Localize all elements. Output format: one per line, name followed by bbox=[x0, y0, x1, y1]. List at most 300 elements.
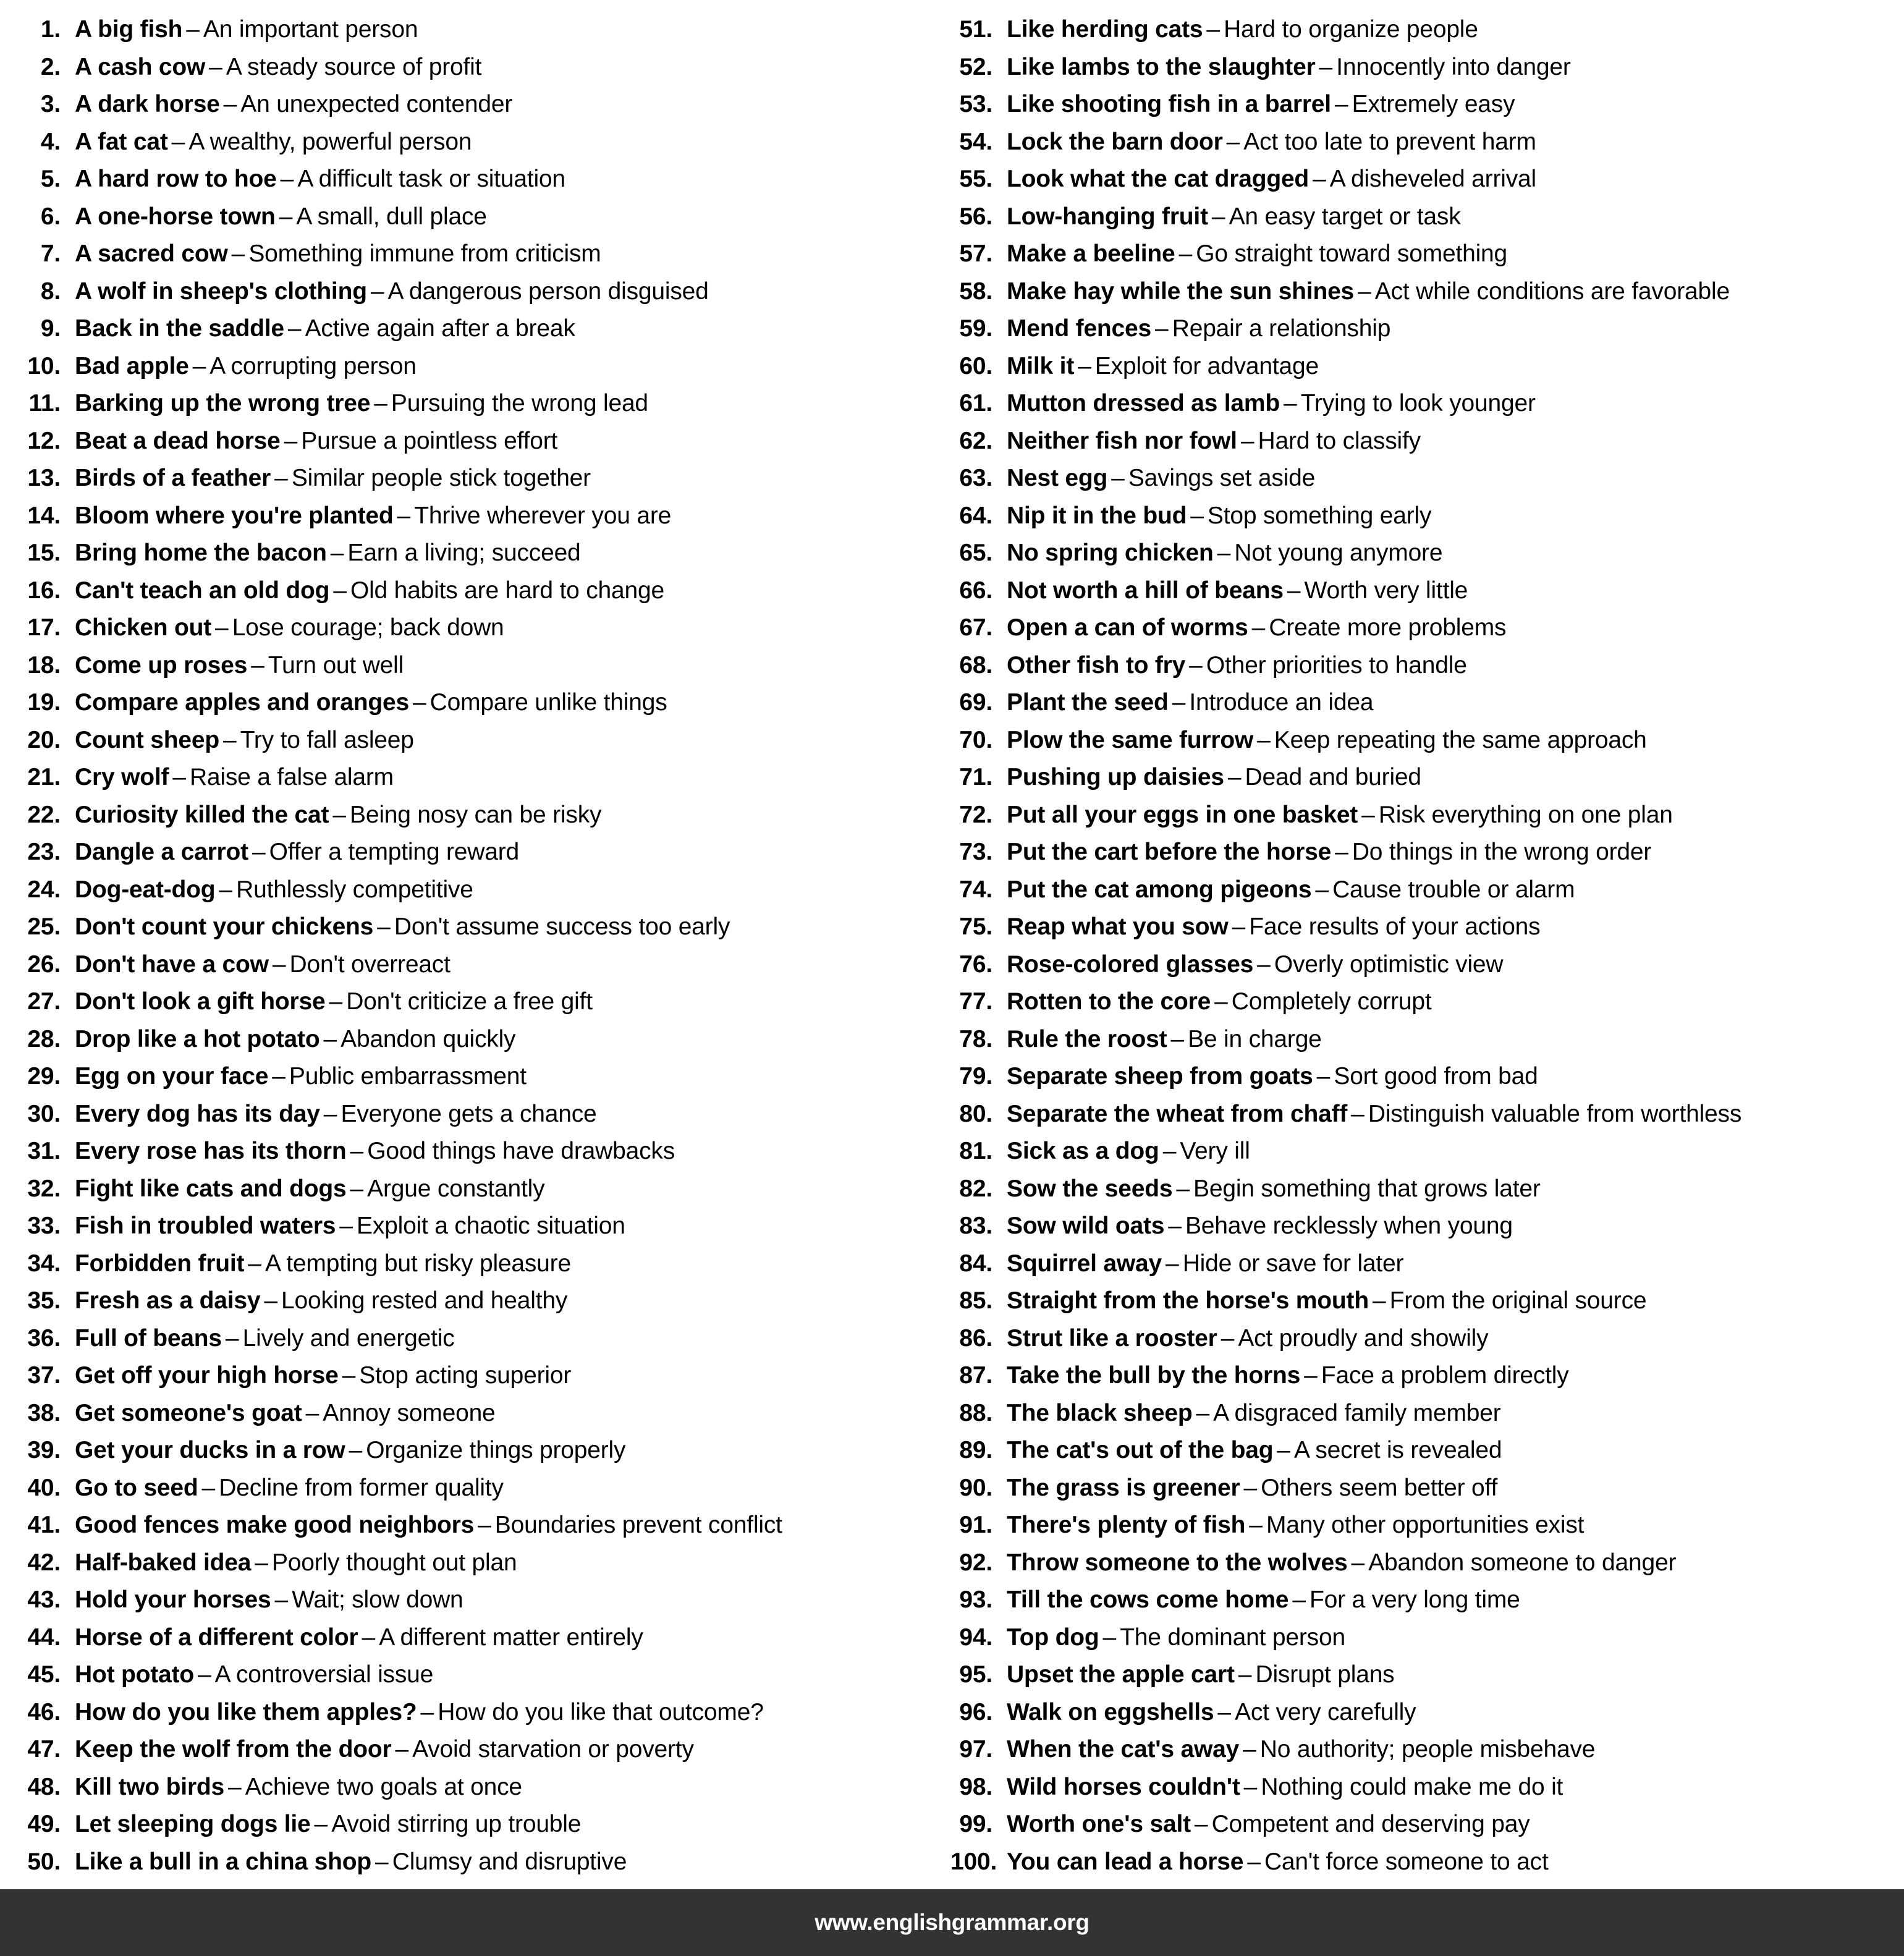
item-number: 10. bbox=[27, 352, 61, 379]
item-body bbox=[992, 86, 1515, 124]
item-body bbox=[992, 722, 1647, 760]
item-body bbox=[992, 1133, 1250, 1171]
item-body bbox=[61, 423, 557, 460]
idiom-separator-dash: – bbox=[1078, 352, 1091, 379]
idiom-phrase: Chicken out bbox=[75, 614, 211, 641]
idiom-phrase: Bring home the bacon bbox=[75, 540, 327, 566]
idiom-separator-dash: – bbox=[397, 502, 411, 529]
idiom-meaning: A disheveled arrival bbox=[1329, 166, 1536, 192]
item-body bbox=[61, 1470, 504, 1507]
list-item bbox=[19, 722, 933, 760]
list-item bbox=[950, 647, 1904, 685]
item-number: 92. bbox=[959, 1549, 992, 1576]
list-item bbox=[19, 1021, 933, 1059]
item-number: 87. bbox=[959, 1362, 992, 1389]
list-item bbox=[950, 124, 1904, 161]
idiom-phrase: Get your ducks in a row bbox=[75, 1437, 345, 1463]
item-number: 90. bbox=[959, 1474, 992, 1501]
idiom-separator-dash: – bbox=[1372, 1287, 1386, 1314]
idiom-separator-dash: – bbox=[1155, 315, 1169, 342]
idiom-phrase: Top dog bbox=[1007, 1624, 1099, 1651]
item-body bbox=[992, 834, 1651, 871]
item-body bbox=[61, 1581, 463, 1619]
idiom-phrase: Get someone's goat bbox=[75, 1399, 302, 1426]
item-body bbox=[992, 1021, 1322, 1059]
idiom-separator-dash: – bbox=[377, 913, 391, 940]
idiom-separator-dash: – bbox=[272, 1063, 286, 1090]
idiom-phrase: Can't teach an old dog bbox=[75, 577, 330, 604]
item-body bbox=[992, 572, 1468, 610]
idiom-meaning: Cause trouble or alarm bbox=[1332, 876, 1575, 903]
list-item bbox=[19, 124, 933, 161]
item-number: 79. bbox=[959, 1063, 992, 1090]
idiom-separator-dash: – bbox=[172, 764, 186, 790]
idiom-phrase: A one-horse town bbox=[75, 203, 276, 230]
item-number: 15. bbox=[27, 540, 61, 566]
item-body bbox=[61, 235, 601, 273]
idiom-separator-dash: – bbox=[1190, 502, 1204, 529]
item-number: 12. bbox=[27, 427, 61, 454]
idiom-meaning: Being nosy can be risky bbox=[350, 801, 602, 828]
idiom-meaning: A different matter entirely bbox=[379, 1624, 643, 1651]
idiom-separator-dash: – bbox=[314, 1811, 328, 1837]
idiom-meaning: Act while conditions are favorable bbox=[1374, 277, 1730, 305]
idiom-meaning: From the original source bbox=[1389, 1287, 1647, 1314]
list-item bbox=[950, 946, 1904, 984]
idiom-phrase: Neither fish nor fowl bbox=[1007, 427, 1237, 454]
item-body bbox=[61, 124, 472, 161]
item-number: 45. bbox=[27, 1661, 61, 1688]
list-item bbox=[950, 1282, 1904, 1320]
idiom-meaning: Dead and buried bbox=[1245, 764, 1421, 790]
idiom-phrase: Rose-colored glasses bbox=[1007, 950, 1254, 978]
idiom-meaning: An important person bbox=[203, 16, 418, 43]
item-number: 22. bbox=[27, 801, 61, 828]
list-item bbox=[19, 1507, 933, 1544]
item-body bbox=[992, 1844, 1549, 1881]
idiom-separator-dash: – bbox=[1247, 1848, 1261, 1875]
item-number: 64. bbox=[959, 502, 992, 529]
item-body bbox=[992, 1694, 1416, 1732]
idiom-separator-dash: – bbox=[1284, 390, 1297, 417]
idiom-meaning: A small, dull place bbox=[296, 203, 487, 230]
item-body bbox=[61, 497, 671, 535]
idiom-phrase: Hold your horses bbox=[75, 1586, 271, 1613]
idiom-meaning: For a very long time bbox=[1310, 1586, 1520, 1613]
idiom-meaning: The dominant person bbox=[1120, 1624, 1345, 1651]
idiom-meaning: Don't overreact bbox=[289, 950, 451, 978]
idiom-separator-dash: – bbox=[280, 166, 294, 192]
idiom-meaning: Avoid starvation or poverty bbox=[412, 1736, 694, 1763]
item-number: 7. bbox=[40, 240, 61, 267]
idiom-phrase: Squirrel away bbox=[1007, 1250, 1162, 1277]
item-body bbox=[992, 161, 1536, 198]
idiom-phrase: Egg on your face bbox=[75, 1063, 269, 1090]
idiom-meaning: A steady source of profit bbox=[226, 53, 482, 80]
item-number: 21. bbox=[27, 764, 61, 790]
list-item bbox=[19, 609, 933, 647]
item-number: 27. bbox=[27, 988, 61, 1015]
item-body bbox=[61, 759, 394, 797]
idiom-meaning: Abandon quickly bbox=[341, 1025, 516, 1052]
idiom-meaning: Public embarrassment bbox=[289, 1063, 527, 1090]
item-body bbox=[992, 983, 1431, 1021]
idiom-meaning: Thrive wherever you are bbox=[414, 502, 672, 529]
list-item bbox=[950, 983, 1904, 1021]
idiom-separator-dash: – bbox=[1335, 839, 1348, 865]
list-item bbox=[950, 497, 1904, 535]
idiom-meaning: Distinguish valuable from worthless bbox=[1368, 1100, 1742, 1127]
list-item bbox=[19, 273, 933, 311]
list-item bbox=[19, 1245, 933, 1283]
list-item bbox=[950, 609, 1904, 647]
item-body bbox=[992, 535, 1442, 572]
idiom-separator-dash: – bbox=[231, 240, 245, 267]
item-body bbox=[61, 310, 575, 348]
list-item bbox=[950, 572, 1904, 610]
item-number: 83. bbox=[959, 1213, 992, 1239]
item-body bbox=[992, 1581, 1520, 1619]
idiom-phrase: Drop like a hot potato bbox=[75, 1025, 320, 1052]
item-body bbox=[992, 1058, 1538, 1096]
item-number: 46. bbox=[27, 1698, 61, 1725]
idiom-phrase: Nest egg bbox=[1007, 465, 1108, 491]
item-number: 48. bbox=[27, 1773, 61, 1800]
item-body bbox=[992, 946, 1503, 984]
idiom-phrase: Put the cat among pigeons bbox=[1007, 876, 1312, 903]
item-number: 56. bbox=[959, 203, 992, 230]
list-item bbox=[950, 908, 1904, 946]
idiom-phrase: Barking up the wrong tree bbox=[75, 390, 371, 417]
list-item bbox=[19, 1470, 933, 1507]
list-item bbox=[950, 1470, 1904, 1507]
item-body bbox=[61, 647, 404, 685]
item-number: 100. bbox=[950, 1848, 997, 1875]
idiom-phrase: Wild horses couldn't bbox=[1007, 1773, 1240, 1800]
idiom-phrase: Put the cart before the horse bbox=[1007, 839, 1332, 865]
list-item bbox=[19, 385, 933, 423]
idiom-separator-dash: – bbox=[1292, 1586, 1306, 1613]
idiom-separator-dash: – bbox=[252, 839, 266, 865]
idiom-meaning: A difficult task or situation bbox=[297, 166, 565, 192]
item-number: 71. bbox=[959, 764, 992, 790]
item-number: 40. bbox=[27, 1474, 61, 1501]
item-number: 25. bbox=[27, 913, 61, 940]
idiom-separator-dash: – bbox=[201, 1474, 216, 1501]
idiom-meaning: Very ill bbox=[1180, 1138, 1250, 1164]
item-body bbox=[992, 497, 1431, 535]
item-body bbox=[61, 1806, 581, 1844]
list-item bbox=[950, 1021, 1904, 1059]
list-item bbox=[19, 1656, 933, 1694]
idiom-phrase: Lock the barn door bbox=[1007, 128, 1223, 155]
idiom-separator-dash: – bbox=[329, 988, 343, 1015]
footer-website-url[interactable]: www.englishgrammar.org bbox=[814, 1910, 1090, 1935]
list-item bbox=[950, 273, 1904, 311]
item-number: 37. bbox=[27, 1362, 61, 1389]
idiom-meaning: Sort good from bad bbox=[1334, 1063, 1538, 1090]
item-number: 63. bbox=[959, 465, 992, 491]
idiom-phrase: Milk it bbox=[1007, 352, 1075, 379]
item-body bbox=[61, 1694, 764, 1732]
item-body bbox=[992, 124, 1536, 161]
item-number: 88. bbox=[959, 1399, 992, 1426]
list-item bbox=[19, 460, 933, 497]
idiom-meaning: Everyone gets a chance bbox=[341, 1100, 597, 1127]
idiom-meaning: Abandon someone to danger bbox=[1368, 1549, 1677, 1576]
idiom-separator-dash: – bbox=[1168, 1213, 1182, 1239]
idiom-meaning: Argue constantly bbox=[367, 1175, 545, 1202]
idiom-separator-dash: – bbox=[1217, 540, 1231, 566]
item-number: 77. bbox=[959, 988, 992, 1015]
item-number: 59. bbox=[959, 315, 992, 342]
idiom-meaning: Introduce an idea bbox=[1189, 689, 1374, 716]
item-body bbox=[61, 609, 504, 647]
item-body bbox=[992, 609, 1506, 647]
item-body bbox=[992, 1769, 1563, 1806]
item-body bbox=[61, 1133, 675, 1171]
idiom-meaning: Nothing could make me do it bbox=[1261, 1773, 1563, 1800]
idiom-phrase: Sow the seeds bbox=[1007, 1175, 1173, 1202]
idiom-meaning: A controversial issue bbox=[214, 1661, 434, 1688]
item-number: 67. bbox=[959, 614, 992, 641]
item-number: 89. bbox=[959, 1437, 992, 1463]
item-body bbox=[61, 684, 667, 722]
item-number: 68. bbox=[959, 651, 992, 679]
idiom-separator-dash: – bbox=[1232, 913, 1246, 940]
idiom-meaning: Avoid stirring up trouble bbox=[331, 1811, 582, 1837]
list-item bbox=[950, 1544, 1904, 1582]
idiom-separator-dash: – bbox=[222, 726, 237, 753]
idiom-phrase: Reap what you sow bbox=[1007, 913, 1229, 940]
item-body bbox=[992, 1656, 1395, 1694]
list-item bbox=[19, 1171, 933, 1208]
idiom-separator-dash: – bbox=[1170, 1025, 1185, 1052]
item-number: 34. bbox=[27, 1250, 61, 1277]
idiom-separator-dash: – bbox=[1217, 1698, 1232, 1725]
item-number: 85. bbox=[959, 1287, 992, 1314]
list-item bbox=[950, 1432, 1904, 1470]
list-item bbox=[950, 759, 1904, 797]
list-item bbox=[950, 1581, 1904, 1619]
idiom-meaning: Active again after a break bbox=[305, 315, 575, 342]
item-number: 80. bbox=[959, 1100, 992, 1127]
item-body bbox=[61, 1208, 625, 1245]
item-body bbox=[61, 1058, 527, 1096]
idiom-meaning: Worth very little bbox=[1304, 577, 1468, 604]
list-item bbox=[950, 348, 1904, 386]
idiom-separator-dash: – bbox=[395, 1736, 409, 1763]
item-body bbox=[61, 1320, 455, 1358]
item-number: 96. bbox=[959, 1698, 992, 1725]
idiom-meaning: Compare unlike things bbox=[429, 689, 667, 716]
idiom-phrase: Make hay while the sun shines bbox=[1007, 277, 1355, 305]
idiom-phrase: Cry wolf bbox=[75, 764, 169, 790]
idiom-phrase: Plow the same furrow bbox=[1007, 726, 1254, 753]
item-body bbox=[61, 1432, 625, 1470]
idiom-separator-dash: – bbox=[219, 876, 233, 903]
idiom-separator-dash: – bbox=[1111, 465, 1125, 491]
item-body bbox=[61, 1395, 496, 1433]
idiom-phrase: Pushing up daisies bbox=[1007, 764, 1224, 790]
item-number: 28. bbox=[27, 1025, 61, 1052]
item-number: 57. bbox=[959, 240, 992, 267]
idiom-meaning: Organize things properly bbox=[366, 1437, 626, 1463]
item-number: 61. bbox=[959, 390, 992, 417]
list-item bbox=[950, 684, 1904, 722]
idiom-separator-dash: – bbox=[350, 1175, 364, 1202]
item-number: 24. bbox=[27, 876, 61, 903]
item-body bbox=[992, 198, 1461, 236]
idiom-meaning: Act very carefully bbox=[1235, 1698, 1416, 1725]
idiom-phrase: Every rose has its thorn bbox=[75, 1138, 347, 1164]
idiom-phrase: The black sheep bbox=[1007, 1399, 1193, 1426]
idiom-separator-dash: – bbox=[1189, 651, 1203, 679]
list-item bbox=[950, 1619, 1904, 1657]
list-item bbox=[950, 161, 1904, 198]
idiom-phrase: Like a bull in a china shop bbox=[75, 1848, 372, 1875]
item-number: 42. bbox=[27, 1549, 61, 1576]
item-body bbox=[992, 1432, 1502, 1470]
list-item bbox=[19, 198, 933, 236]
idiom-meaning: How do you like that outcome? bbox=[438, 1698, 764, 1725]
idiom-meaning: Create more problems bbox=[1269, 614, 1507, 641]
item-number: 72. bbox=[959, 801, 992, 828]
list-item bbox=[950, 1395, 1904, 1433]
list-item bbox=[950, 1769, 1904, 1806]
item-body bbox=[992, 1282, 1646, 1320]
item-body bbox=[61, 1769, 522, 1806]
idiom-separator-dash: – bbox=[1172, 689, 1186, 716]
item-body bbox=[992, 423, 1421, 460]
idiom-meaning: Not young anymore bbox=[1234, 540, 1443, 566]
item-body bbox=[992, 1096, 1741, 1133]
idiom-phrase: Low-hanging fruit bbox=[1007, 203, 1208, 230]
idiom-phrase: Look what the cat dragged bbox=[1007, 166, 1310, 192]
item-number: 17. bbox=[27, 614, 61, 641]
item-body bbox=[992, 1470, 1497, 1507]
item-body bbox=[61, 1021, 515, 1059]
idiom-separator-dash: – bbox=[279, 203, 293, 230]
idiom-phrase: Forbidden fruit bbox=[75, 1250, 245, 1277]
item-number: 47. bbox=[27, 1736, 61, 1763]
item-number: 18. bbox=[27, 651, 61, 679]
idiom-phrase: Like lambs to the slaughter bbox=[1007, 53, 1316, 80]
idiom-phrase: Take the bull by the horns bbox=[1007, 1362, 1301, 1389]
idiom-phrase: Fish in troubled waters bbox=[75, 1213, 336, 1239]
item-number: 73. bbox=[959, 839, 992, 865]
idiom-meaning: Decline from former quality bbox=[219, 1474, 504, 1501]
idiom-meaning: Begin something that grows later bbox=[1193, 1175, 1541, 1202]
item-number: 62. bbox=[959, 427, 992, 454]
list-item bbox=[950, 86, 1904, 124]
idiom-separator-dash: – bbox=[1162, 1138, 1177, 1164]
list-item bbox=[19, 86, 933, 124]
idiom-phrase: The grass is greener bbox=[1007, 1474, 1240, 1501]
idiom-phrase: Make a beeline bbox=[1007, 240, 1175, 267]
idiom-column-right bbox=[933, 11, 1904, 1881]
idiom-phrase: A cash cow bbox=[75, 53, 206, 80]
item-body bbox=[992, 684, 1373, 722]
idiom-phrase: Upset the apple cart bbox=[1007, 1661, 1235, 1688]
idiom-meaning: Similar people stick together bbox=[291, 465, 591, 491]
item-number: 6. bbox=[40, 203, 61, 230]
item-body bbox=[992, 1357, 1569, 1395]
idiom-meaning: Keep repeating the same approach bbox=[1274, 726, 1647, 753]
item-number: 8. bbox=[40, 277, 61, 305]
idiom-separator-dash: – bbox=[342, 1362, 356, 1389]
item-body bbox=[992, 1806, 1530, 1844]
item-number: 98. bbox=[959, 1773, 992, 1800]
item-body bbox=[61, 385, 648, 423]
idiom-separator-dash: – bbox=[1251, 614, 1266, 641]
item-number: 74. bbox=[959, 876, 992, 903]
idiom-phrase: Curiosity killed the cat bbox=[75, 801, 329, 828]
list-item bbox=[950, 423, 1904, 460]
item-number: 38. bbox=[27, 1399, 61, 1426]
item-body bbox=[61, 834, 519, 871]
list-item bbox=[950, 1844, 1904, 1881]
idiom-separator-dash: – bbox=[362, 1624, 376, 1651]
item-number: 29. bbox=[27, 1063, 61, 1090]
idiom-meaning: Extremely easy bbox=[1352, 91, 1515, 117]
idiom-separator-dash: – bbox=[1227, 764, 1242, 790]
idiom-separator-dash: – bbox=[1277, 1437, 1291, 1463]
item-number: 20. bbox=[27, 726, 61, 753]
item-body bbox=[992, 908, 1540, 946]
list-item bbox=[19, 983, 933, 1021]
list-item bbox=[950, 460, 1904, 497]
item-number: 31. bbox=[27, 1138, 61, 1164]
idiom-separator-dash: – bbox=[274, 1586, 289, 1613]
idiom-meaning: Clumsy and disruptive bbox=[392, 1848, 627, 1875]
idiom-separator-dash: – bbox=[478, 1512, 491, 1538]
item-body bbox=[61, 983, 593, 1021]
idiom-phrase: Till the cows come home bbox=[1007, 1586, 1289, 1613]
idiom-phrase: The cat's out of the bag bbox=[1007, 1437, 1274, 1463]
idiom-separator-dash: – bbox=[1319, 53, 1333, 80]
idiom-meaning: Wait; slow down bbox=[292, 1586, 463, 1613]
item-body bbox=[61, 1544, 517, 1582]
item-number: 91. bbox=[959, 1512, 992, 1538]
idiom-phrase: Like herding cats bbox=[1007, 16, 1203, 43]
idiom-phrase: Nip it in the bud bbox=[1007, 502, 1187, 529]
idiom-meaning: Act proudly and showily bbox=[1238, 1324, 1489, 1352]
item-body bbox=[992, 348, 1319, 386]
idiom-meaning: Competent and deserving pay bbox=[1211, 1811, 1530, 1837]
idiom-separator-dash: – bbox=[223, 91, 237, 117]
idiom-separator-dash: – bbox=[370, 277, 384, 305]
idiom-meaning: Boundaries prevent conflict bbox=[494, 1512, 782, 1538]
idiom-separator-dash: – bbox=[1176, 1175, 1190, 1202]
idiom-phrase: When the cat's away bbox=[1007, 1736, 1240, 1763]
idiom-meaning: Stop something early bbox=[1207, 502, 1432, 529]
idiom-phrase: Separate the wheat from chaff bbox=[1007, 1100, 1348, 1127]
idiom-phrase: Open a can of worms bbox=[1007, 614, 1248, 641]
item-number: 58. bbox=[959, 277, 992, 305]
list-item bbox=[19, 497, 933, 535]
item-body bbox=[61, 535, 581, 572]
list-item bbox=[19, 310, 933, 348]
idiom-meaning: Risk everything on one plan bbox=[1378, 801, 1673, 828]
idiom-meaning: Do things in the wrong order bbox=[1352, 839, 1652, 865]
list-item bbox=[19, 684, 933, 722]
list-item bbox=[950, 834, 1904, 871]
item-number: 69. bbox=[959, 689, 992, 716]
idiom-separator-dash: – bbox=[1257, 950, 1271, 978]
idiom-phrase: Worth one's salt bbox=[1007, 1811, 1191, 1837]
item-number: 65. bbox=[959, 540, 992, 566]
